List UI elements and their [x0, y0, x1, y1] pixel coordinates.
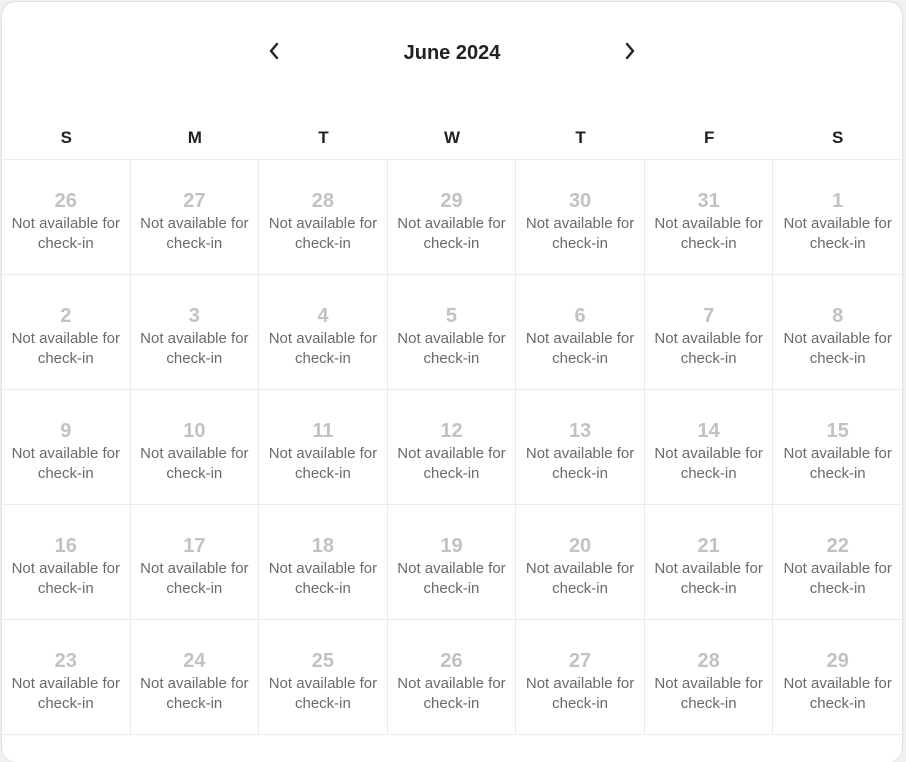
availability-note: Not available for check-in [525, 560, 635, 597]
day-number: 18 [311, 535, 335, 557]
availability-note: Not available for check-in [654, 675, 763, 712]
day-number: 21 [697, 535, 720, 557]
day-number: 19 [440, 535, 463, 557]
calendar-day-cell [2, 160, 131, 275]
calendar-day-cell [388, 620, 517, 735]
day-number: 29 [826, 650, 849, 672]
calendar-day-cell [773, 620, 902, 735]
calendar-day-grid [2, 159, 902, 735]
availability-note: Not available for check-in [140, 560, 249, 597]
weekday-label: S [832, 128, 844, 147]
availability-note: Not available for check-in [525, 445, 635, 482]
calendar-day-cell [516, 620, 645, 735]
availability-note: Not available for check-in [783, 215, 892, 252]
next-month-button[interactable] [615, 36, 645, 66]
day-number: 13 [568, 420, 592, 442]
availability-note: Not available for check-in [525, 675, 635, 712]
day-number: 2 [60, 305, 72, 327]
availability-note: Not available for check-in [783, 445, 892, 482]
availability-note: Not available for check-in [268, 330, 378, 367]
day-number: 8 [832, 305, 844, 327]
calendar-day-cell [645, 160, 774, 275]
calendar-day-cell [645, 275, 774, 390]
calendar-day-cell [259, 390, 388, 505]
day-number: 14 [697, 420, 720, 442]
availability-note: Not available for check-in [397, 445, 506, 482]
calendar-day-cell [773, 160, 902, 275]
day-number: 27 [183, 190, 206, 212]
availability-note: Not available for check-in [397, 330, 506, 367]
availability-note: Not available for check-in [268, 675, 378, 712]
day-number: 26 [54, 190, 77, 212]
weekday-label: T [575, 128, 586, 147]
availability-note: Not available for check-in [783, 560, 892, 597]
availability-note: Not available for check-in [11, 560, 120, 597]
weekday-label: T [318, 128, 329, 147]
day-number: 28 [311, 190, 335, 212]
availability-note: Not available for check-in [11, 675, 120, 712]
calendar-day-cell [388, 390, 517, 505]
day-number: 17 [183, 535, 206, 557]
weekday-label: W [443, 128, 461, 147]
calendar-day-cell [388, 505, 517, 620]
availability-note: Not available for check-in [654, 215, 763, 252]
day-number: 31 [697, 190, 720, 212]
calendar-panel [2, 2, 902, 762]
availability-note: Not available for check-in [11, 215, 120, 252]
availability-note: Not available for check-in [654, 445, 763, 482]
calendar-day-cell [131, 160, 260, 275]
calendar-day-cell [773, 390, 902, 505]
day-number: 23 [54, 650, 77, 672]
weekday-header-row [2, 120, 902, 160]
calendar-day-cell [2, 390, 131, 505]
calendar-day-cell [516, 505, 645, 620]
day-number: 3 [188, 305, 200, 327]
availability-note: Not available for check-in [525, 330, 635, 367]
availability-note: Not available for check-in [11, 445, 120, 482]
calendar-day-cell [773, 275, 902, 390]
calendar-day-cell [2, 505, 131, 620]
calendar-day-cell [2, 275, 131, 390]
availability-note: Not available for check-in [140, 215, 249, 252]
calendar-day-cell [131, 620, 260, 735]
day-number: 25 [311, 650, 335, 672]
availability-note: Not available for check-in [268, 215, 378, 252]
day-number: 6 [574, 305, 586, 327]
calendar-day-cell [645, 505, 774, 620]
calendar-day-cell [259, 160, 388, 275]
weekday-label: F [703, 128, 715, 147]
day-number: 9 [60, 420, 72, 442]
month-title: June 2024 [403, 42, 501, 64]
calendar-day-cell [131, 275, 260, 390]
availability-note: Not available for check-in [268, 560, 378, 597]
calendar-header [2, 2, 902, 112]
availability-note: Not available for check-in [140, 445, 249, 482]
calendar-day-cell [131, 505, 260, 620]
availability-note: Not available for check-in [783, 330, 892, 367]
availability-note: Not available for check-in [397, 675, 506, 712]
day-number: 26 [440, 650, 463, 672]
calendar-day-cell [645, 620, 774, 735]
day-number: 22 [826, 535, 849, 557]
weekday-label: S [60, 128, 72, 147]
day-number: 28 [697, 650, 720, 672]
day-number: 27 [568, 650, 592, 672]
availability-note: Not available for check-in [140, 330, 249, 367]
availability-note: Not available for check-in [525, 215, 635, 252]
chevron-right-icon [623, 42, 637, 60]
availability-note: Not available for check-in [397, 560, 506, 597]
calendar-day-cell [259, 275, 388, 390]
calendar-day-cell [645, 390, 774, 505]
calendar-day-cell [131, 390, 260, 505]
calendar-day-cell [516, 390, 645, 505]
availability-note: Not available for check-in [11, 330, 120, 367]
calendar-day-cell [773, 505, 902, 620]
calendar-day-cell [388, 275, 517, 390]
calendar-day-cell [2, 620, 131, 735]
day-number: 4 [317, 305, 329, 327]
calendar-day-cell [259, 505, 388, 620]
day-number: 5 [445, 305, 458, 327]
day-number: 7 [703, 305, 715, 327]
day-number: 10 [183, 420, 206, 442]
day-number: 12 [440, 420, 463, 442]
availability-note: Not available for check-in [140, 675, 249, 712]
calendar-day-cell [516, 275, 645, 390]
day-number: 11 [312, 420, 334, 442]
calendar-day-cell [516, 160, 645, 275]
availability-note: Not available for check-in [397, 215, 506, 252]
day-number: 16 [54, 535, 77, 557]
calendar-day-cell [259, 620, 388, 735]
availability-note: Not available for check-in [268, 445, 378, 482]
availability-note: Not available for check-in [783, 675, 892, 712]
day-number: 20 [568, 535, 592, 557]
day-number: 30 [568, 190, 592, 212]
availability-note: Not available for check-in [654, 560, 763, 597]
weekday-label: M [187, 128, 202, 147]
day-number: 29 [440, 190, 463, 212]
availability-note: Not available for check-in [654, 330, 763, 367]
day-number: 24 [183, 650, 206, 672]
day-number: 15 [826, 420, 849, 442]
day-number: 1 [832, 190, 844, 212]
calendar-day-cell [388, 160, 517, 275]
